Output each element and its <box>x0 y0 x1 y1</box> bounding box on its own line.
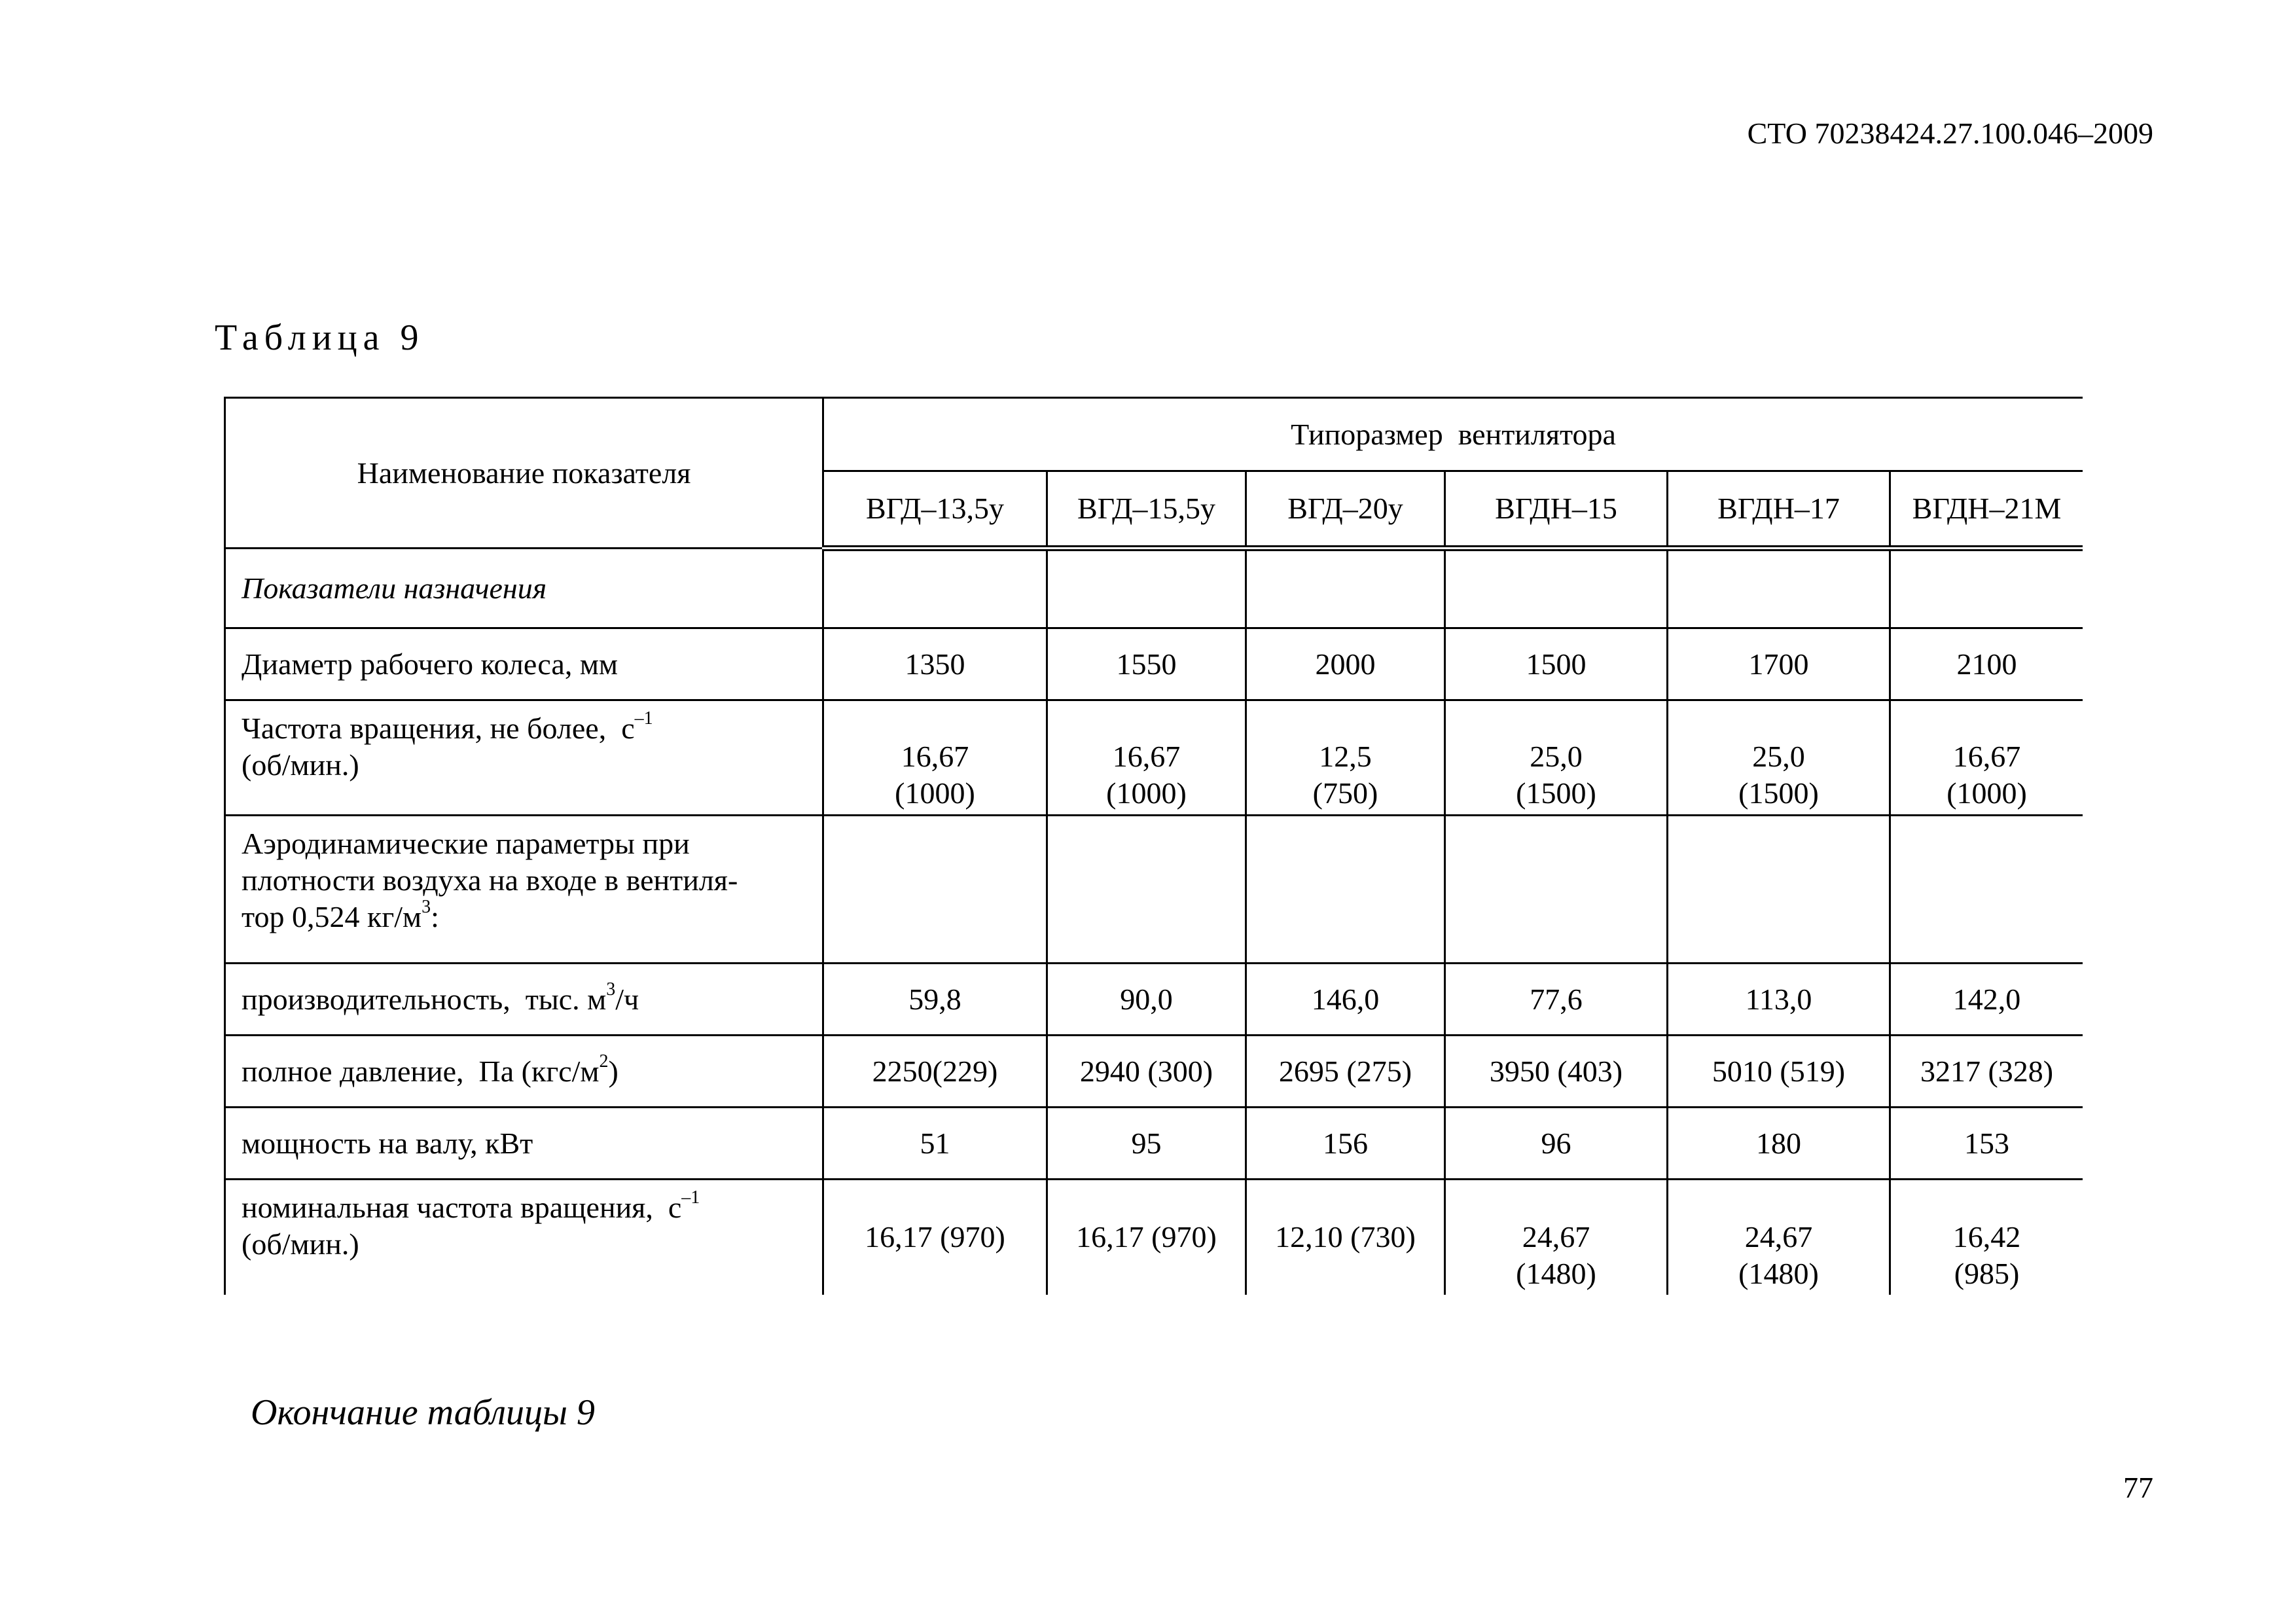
header-model: ВГД–13,5у <box>823 471 1047 549</box>
value-rpm: (1000) <box>1946 776 2027 810</box>
value-main: 25,0 <box>1752 740 1805 773</box>
table-cell <box>1668 700 1890 816</box>
value-main: 16,67 <box>901 740 969 773</box>
label-tail: : <box>431 900 439 933</box>
table-cell: 142,0 <box>1890 964 2083 1036</box>
value-main: 16,67 <box>1112 740 1181 773</box>
table-cell <box>1668 1180 1890 1295</box>
table-cell <box>1246 549 1445 628</box>
header-model: ВГД–20у <box>1246 471 1445 549</box>
label-text: тор 0,524 кг/м <box>242 900 422 933</box>
table-cell: 5010 (519) <box>1668 1036 1890 1108</box>
table-cell: 2940 (300) <box>1047 1036 1246 1108</box>
label-line2: плотности воздуха на входе в вентиля- <box>242 863 738 897</box>
document-code: СТО 70238424.27.100.046–2009 <box>1747 117 2153 150</box>
table-cell: 2000 <box>1246 628 1445 700</box>
table-cell: 51 <box>823 1108 1047 1180</box>
table-row-nominal <box>225 1180 2083 1295</box>
table-cell <box>1047 549 1246 628</box>
table-container <box>224 397 2083 1295</box>
table-cell <box>1246 1180 1445 1295</box>
table-cell: 3217 (328) <box>1890 1036 2083 1108</box>
value-rpm <box>824 1255 1046 1292</box>
table-cell: 77,6 <box>1445 964 1668 1036</box>
label-sup: 3 <box>606 979 616 1000</box>
value-main: 24,67 <box>1522 1219 1590 1254</box>
table-cell: 1350 <box>823 628 1047 700</box>
value-main: 12,10 (730) <box>1275 1219 1416 1254</box>
row-label <box>225 964 823 1036</box>
label-tail: ) <box>608 1054 619 1088</box>
row-label <box>225 1036 823 1108</box>
value-rpm: (1000) <box>1106 776 1187 810</box>
table-cell <box>1890 816 2083 964</box>
table-cell <box>1047 816 1246 964</box>
row-label: Показатели назначения <box>225 549 823 628</box>
table-cell: 156 <box>1246 1108 1445 1180</box>
label-line2: (об/мин.) <box>242 748 359 782</box>
table-cell: 96 <box>1445 1108 1668 1180</box>
value-rpm: (1500) <box>1738 776 1819 810</box>
label-sup: 3 <box>422 897 431 917</box>
value-rpm <box>1048 1255 1245 1292</box>
header-name-column: Наименование показателя <box>225 398 823 549</box>
parameters-table <box>224 397 2083 1295</box>
table-cell: 113,0 <box>1668 964 1890 1036</box>
value-main: 16,17 (970) <box>865 1219 1005 1254</box>
label-line3 <box>242 899 812 935</box>
page-number: 77 <box>2123 1471 2153 1504</box>
table-cell <box>1668 549 1890 628</box>
table-row-aero <box>225 816 2083 964</box>
table-cell <box>1445 816 1668 964</box>
value-main: 16,17 (970) <box>1076 1219 1217 1254</box>
table-cell: 153 <box>1890 1108 2083 1180</box>
value-rpm <box>1247 1255 1444 1292</box>
label-line1: Аэродинамические параметры при <box>242 827 690 860</box>
table-cell <box>1445 549 1668 628</box>
table-cell: 2695 (275) <box>1246 1036 1445 1108</box>
table-cell: 1550 <box>1047 628 1246 700</box>
value-main: 16,42 <box>1952 1219 2021 1254</box>
table-cell <box>1668 816 1890 964</box>
label-line2: (об/мин.) <box>242 1227 359 1261</box>
value-rpm: (985) <box>1954 1256 2020 1290</box>
table-row-capacity <box>225 964 2083 1036</box>
table-cell: 1700 <box>1668 628 1890 700</box>
value-main: 12,5 <box>1319 740 1372 773</box>
table-cell: 59,8 <box>823 964 1047 1036</box>
table-cell <box>823 1180 1047 1295</box>
table-cell <box>1246 816 1445 964</box>
row-label <box>225 816 823 964</box>
header-group: Типоразмер вентилятора <box>823 398 2083 471</box>
value-rpm: (1500) <box>1516 776 1596 810</box>
table-cell: 2250(229) <box>823 1036 1047 1108</box>
header-row-group <box>225 398 2083 471</box>
label-sup: 2 <box>599 1051 609 1072</box>
table-cell: 95 <box>1047 1108 1246 1180</box>
table-row-power <box>225 1108 2083 1180</box>
value-main: 25,0 <box>1530 740 1583 773</box>
table-end-caption: Окончание таблицы 9 <box>251 1392 595 1433</box>
label-text: Частота вращения, не более, с <box>242 712 635 745</box>
label-text: полное давление, Па (кгс/м <box>242 1054 600 1088</box>
value-rpm: (1480) <box>1516 1256 1596 1290</box>
table-cell <box>1445 1180 1668 1295</box>
value-main: 24,67 <box>1744 1219 1813 1254</box>
label-sup: –1 <box>681 1187 700 1208</box>
value-main: 16,67 <box>1952 740 2021 773</box>
table-cell: 1500 <box>1445 628 1668 700</box>
table-row-diameter <box>225 628 2083 700</box>
table-cell: 2100 <box>1890 628 2083 700</box>
table-row-pressure <box>225 1036 2083 1108</box>
label-sup: –1 <box>634 708 653 729</box>
table-cell <box>1047 1180 1246 1295</box>
table-cell: 90,0 <box>1047 964 1246 1036</box>
value-rpm: (1480) <box>1738 1256 1819 1290</box>
row-label: Диаметр рабочего колеса, мм <box>225 628 823 700</box>
table-cell <box>1246 700 1445 816</box>
value-rpm: (750) <box>1312 776 1378 810</box>
row-label: мощность на валу, кВт <box>225 1108 823 1180</box>
table-cell <box>1890 700 2083 816</box>
table-cell <box>1890 1180 2083 1295</box>
table-caption: Таблица 9 <box>215 317 425 358</box>
row-label <box>225 700 823 816</box>
table-cell <box>1047 700 1246 816</box>
table-cell <box>1890 549 2083 628</box>
value-rpm: (1000) <box>895 776 975 810</box>
header-model: ВГД–15,5у <box>1047 471 1246 549</box>
header-model: ВГДН–21М <box>1890 471 2083 549</box>
label-text: производительность, тыс. м <box>242 982 607 1016</box>
table-cell <box>823 816 1047 964</box>
table-cell <box>823 700 1047 816</box>
table-row-purpose <box>225 549 2083 628</box>
table-cell: 180 <box>1668 1108 1890 1180</box>
row-label <box>225 1180 823 1295</box>
header-model: ВГДН–17 <box>1668 471 1890 549</box>
table-cell <box>1445 700 1668 816</box>
header-model: ВГДН–15 <box>1445 471 1668 549</box>
table-cell: 146,0 <box>1246 964 1445 1036</box>
table-cell: 3950 (403) <box>1445 1036 1668 1108</box>
table-row-speed <box>225 700 2083 816</box>
label-text: номинальная частота вращения, с <box>242 1191 682 1224</box>
label-tail: /ч <box>615 982 639 1016</box>
table-cell <box>823 549 1047 628</box>
